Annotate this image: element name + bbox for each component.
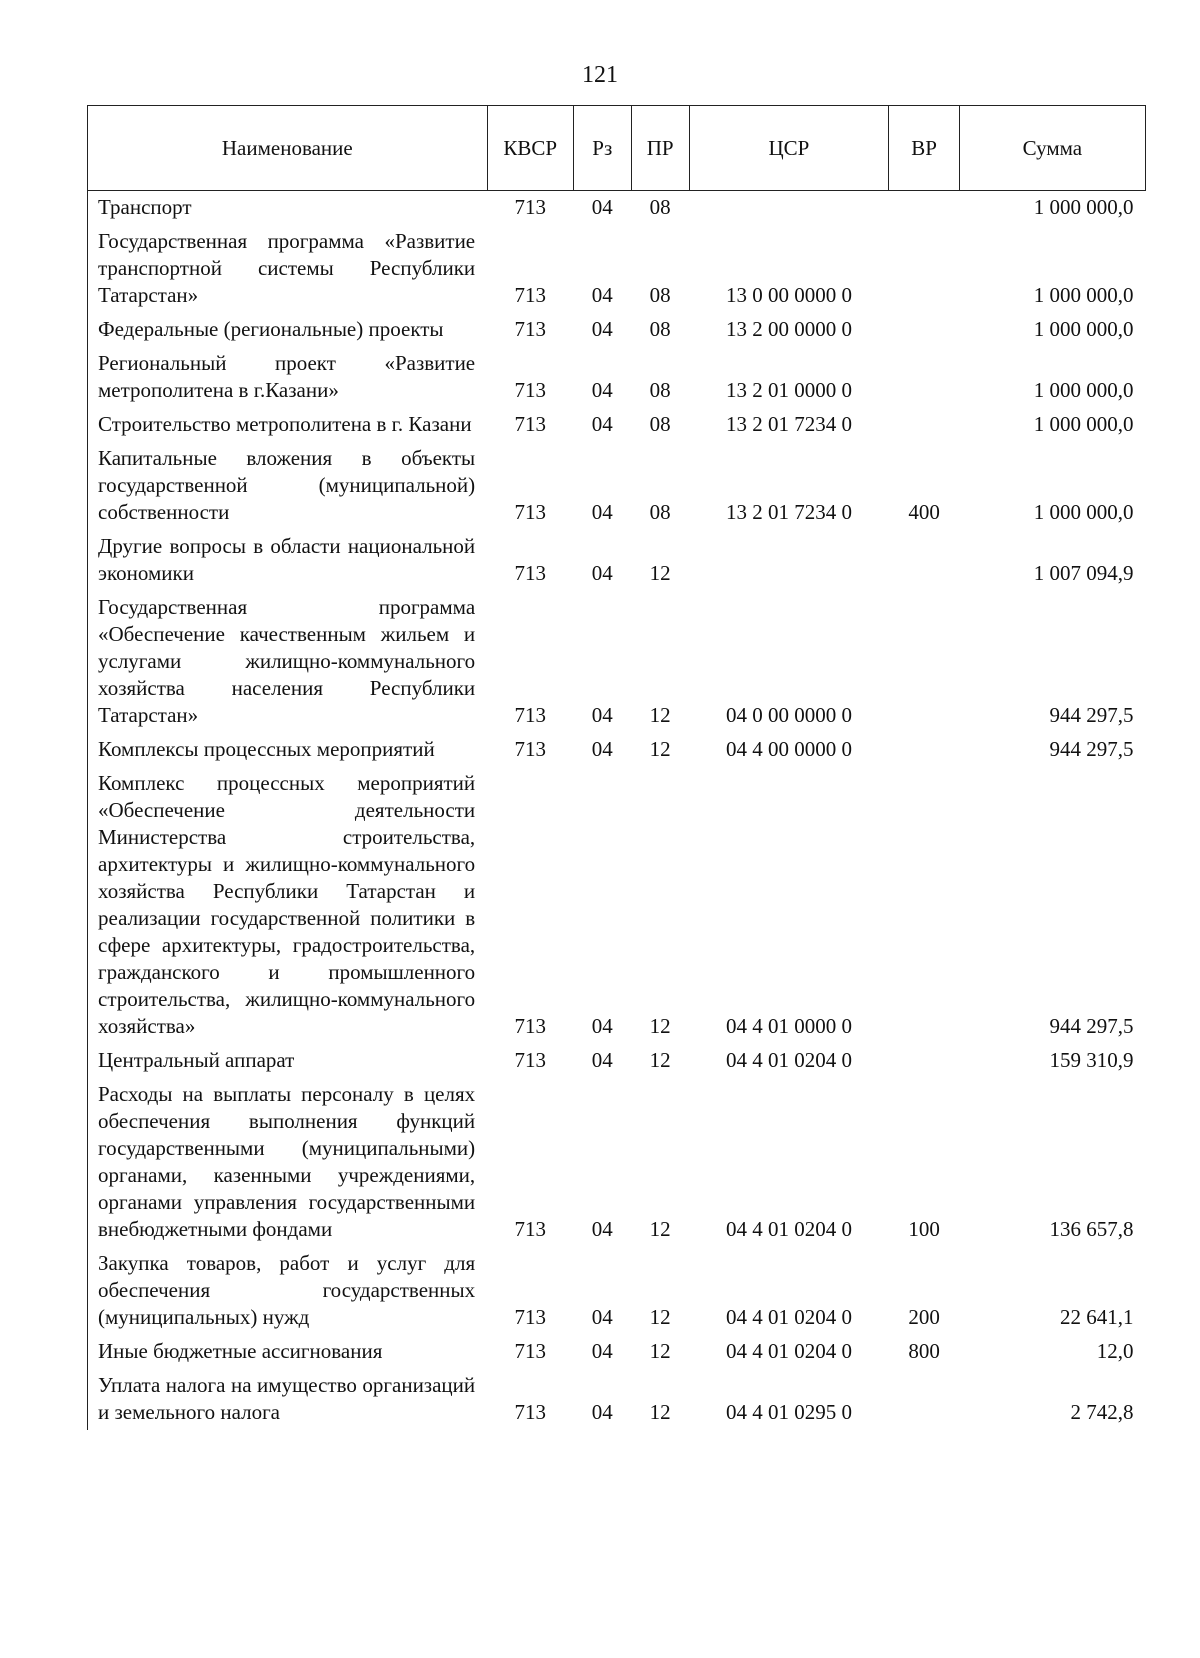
cell-csr: 04 4 01 0000 0: [725, 1014, 852, 1038]
cell-name: Государственная программа «Развитие транспортной системы Республики Татарстан»: [88, 225, 488, 313]
cell-csr: 13 2 01 0000 0: [725, 378, 852, 402]
cell-csr: 13 2 01 7234 0: [725, 500, 852, 524]
cell-kvsr: 713: [514, 500, 546, 524]
table-row: [88, 1335, 1146, 1369]
cell-vr: [889, 408, 959, 442]
cell-pr: 08: [649, 500, 671, 524]
cell-kvsr: 713: [514, 1014, 546, 1038]
header-rz: Рз: [573, 106, 631, 191]
cell-sum: 1 000 000,0: [1033, 195, 1134, 219]
table-row: [88, 225, 1146, 313]
cell-kvsr: 713: [514, 1305, 546, 1329]
cell-sum: 12,0: [1096, 1339, 1134, 1363]
cell-vr: [889, 1369, 959, 1430]
cell-sum: 22 641,1: [1060, 1305, 1134, 1329]
table-row: [88, 408, 1146, 442]
cell-rz: 04: [591, 1014, 613, 1038]
cell-csr: 04 4 01 0204 0: [725, 1048, 852, 1072]
cell-rz: 04: [591, 1217, 613, 1241]
cell-vr: 200: [908, 1305, 940, 1329]
cell-vr: [889, 530, 959, 591]
cell-pr: 12: [649, 1400, 671, 1424]
cell-rz: 04: [591, 317, 613, 341]
cell-csr: 04 4 00 0000 0: [725, 737, 852, 761]
cell-csr: [689, 530, 889, 591]
cell-sum: 1 000 000,0: [1033, 412, 1134, 436]
table-row: [88, 767, 1146, 1044]
page-number: 121: [582, 62, 618, 88]
table-body: [88, 191, 1146, 1431]
cell-kvsr: 713: [514, 703, 546, 727]
table-row: [88, 1369, 1146, 1430]
cell-vr: 100: [908, 1217, 940, 1241]
cell-sum: 1 000 000,0: [1033, 283, 1134, 307]
cell-name: Строительство метрополитена в г. Казани: [88, 408, 488, 442]
table-row: [88, 1078, 1146, 1247]
cell-rz: 04: [591, 1339, 613, 1363]
cell-pr: 08: [649, 378, 671, 402]
cell-sum: 1 000 000,0: [1033, 500, 1134, 524]
cell-rz: 04: [591, 195, 613, 219]
cell-sum: 944 297,5: [1049, 1014, 1134, 1038]
cell-pr: 12: [649, 703, 671, 727]
cell-pr: 12: [649, 561, 671, 585]
header-name: Наименование: [88, 106, 488, 191]
cell-pr: 08: [649, 283, 671, 307]
cell-kvsr: 713: [514, 1400, 546, 1424]
cell-vr: [889, 191, 959, 226]
cell-rz: 04: [591, 283, 613, 307]
cell-vr: [889, 313, 959, 347]
cell-pr: 12: [649, 1014, 671, 1038]
cell-vr: [889, 225, 959, 313]
cell-pr: 08: [649, 195, 671, 219]
cell-kvsr: 713: [514, 561, 546, 585]
cell-csr: 04 4 01 0204 0: [725, 1217, 852, 1241]
header-pr: ПР: [631, 106, 689, 191]
header-vr: ВР: [889, 106, 959, 191]
cell-name: Капитальные вложения в объекты государственной (муниципальной) собственности: [88, 442, 488, 530]
cell-name: Транспорт: [88, 191, 488, 226]
cell-pr: 12: [649, 1217, 671, 1241]
cell-sum: 1 000 000,0: [1033, 378, 1134, 402]
cell-csr: 04 4 01 0295 0: [725, 1400, 852, 1424]
cell-sum: 1 000 000,0: [1033, 317, 1134, 341]
table-row: [88, 530, 1146, 591]
cell-sum: 1 007 094,9: [1033, 561, 1134, 585]
cell-rz: 04: [591, 1400, 613, 1424]
table-row: [88, 313, 1146, 347]
budget-table: [87, 105, 1146, 1430]
cell-pr: 12: [649, 737, 671, 761]
cell-name: Комплекс процессных мероприятий «Обеспечение деятельности Министерства строительства, архитектуры и жилищно-коммунального хозяйства Республики Татарстан и реализации государственной политики в сфере архитектуры, градостроительства, гражданского и промышленного строительства, жилищно-коммунального хозяйства»: [88, 767, 488, 1044]
cell-csr: 04 4 01 0204 0: [725, 1339, 852, 1363]
cell-kvsr: 713: [514, 412, 546, 436]
cell-pr: 08: [649, 412, 671, 436]
cell-vr: [889, 1044, 959, 1078]
cell-name: Комплексы процессных мероприятий: [88, 733, 488, 767]
cell-name: Федеральные (региональные) проекты: [88, 313, 488, 347]
cell-kvsr: 713: [514, 1339, 546, 1363]
cell-sum: 944 297,5: [1049, 703, 1134, 727]
cell-sum: 944 297,5: [1049, 737, 1134, 761]
cell-rz: 04: [591, 1305, 613, 1329]
table-row: [88, 442, 1146, 530]
cell-pr: 08: [649, 317, 671, 341]
cell-sum: 2 742,8: [1070, 1400, 1134, 1424]
cell-kvsr: 713: [514, 1048, 546, 1072]
cell-kvsr: 713: [514, 195, 546, 219]
cell-pr: 12: [649, 1305, 671, 1329]
cell-vr: [889, 767, 959, 1044]
cell-rz: 04: [591, 378, 613, 402]
cell-name: Государственная программа «Обеспечение качественным жильем и услугами жилищно-коммунального хозяйства населения Республики Татарстан»: [88, 591, 488, 733]
cell-sum: 136 657,8: [1049, 1217, 1134, 1241]
cell-csr: [689, 191, 889, 226]
table-row: [88, 591, 1146, 733]
cell-csr: 13 2 00 0000 0: [725, 317, 852, 341]
cell-kvsr: 713: [514, 317, 546, 341]
cell-name: Уплата налога на имущество организаций и земельного налога: [88, 1369, 488, 1430]
header-kvsr: КВСР: [487, 106, 573, 191]
cell-name: Другие вопросы в области национальной экономики: [88, 530, 488, 591]
cell-rz: 04: [591, 561, 613, 585]
cell-csr: 04 0 00 0000 0: [725, 703, 852, 727]
cell-rz: 04: [591, 703, 613, 727]
table-row: [88, 1247, 1146, 1335]
cell-vr: 800: [908, 1339, 940, 1363]
cell-rz: 04: [591, 500, 613, 524]
cell-vr: [889, 591, 959, 733]
cell-vr: 400: [908, 500, 940, 524]
cell-name: Центральный аппарат: [88, 1044, 488, 1078]
cell-pr: 12: [649, 1339, 671, 1363]
table-row: [88, 347, 1146, 408]
table-row: [88, 733, 1146, 767]
table-row: [88, 1044, 1146, 1078]
cell-kvsr: 713: [514, 378, 546, 402]
cell-csr: 13 0 00 0000 0: [725, 283, 852, 307]
cell-kvsr: 713: [514, 737, 546, 761]
cell-rz: 04: [591, 1048, 613, 1072]
cell-vr: [889, 733, 959, 767]
cell-name: Региональный проект «Развитие метрополитена в г.Казани»: [88, 347, 488, 408]
table-header: [88, 106, 1146, 191]
cell-rz: 04: [591, 412, 613, 436]
cell-name: Расходы на выплаты персоналу в целях обеспечения выполнения функций государственными (муниципальными) органами, казенными учреждениями, органами управления государственными внебюджетными фондами: [88, 1078, 488, 1247]
cell-name: Иные бюджетные ассигнования: [88, 1335, 488, 1369]
cell-name: Закупка товаров, работ и услуг для обеспечения государственных (муниципальных) нужд: [88, 1247, 488, 1335]
cell-kvsr: 713: [514, 1217, 546, 1241]
cell-pr: 12: [649, 1048, 671, 1072]
cell-kvsr: 713: [514, 283, 546, 307]
table-row: [88, 191, 1146, 226]
cell-vr: [889, 347, 959, 408]
cell-csr: 04 4 01 0204 0: [725, 1305, 852, 1329]
header-csr: ЦСР: [689, 106, 889, 191]
cell-rz: 04: [591, 737, 613, 761]
header-sum: Сумма: [959, 106, 1145, 191]
cell-sum: 159 310,9: [1049, 1048, 1134, 1072]
cell-csr: 13 2 01 7234 0: [725, 412, 852, 436]
